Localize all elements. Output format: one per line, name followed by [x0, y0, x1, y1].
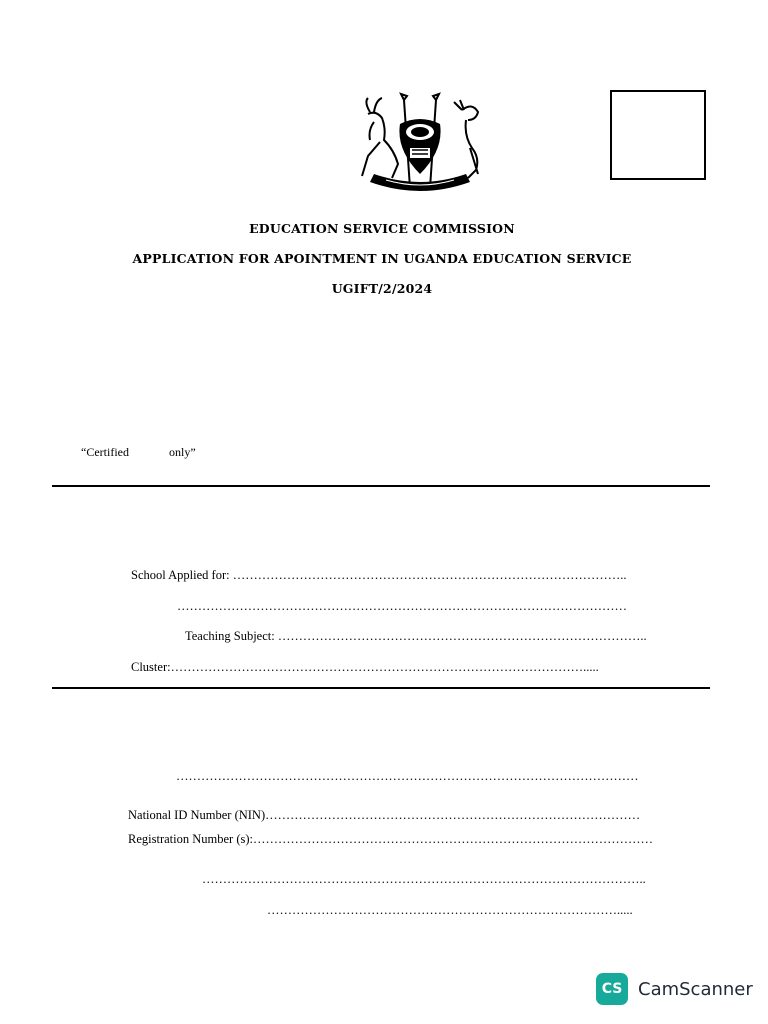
national-id-field[interactable]: National ID Number (NIN)……………………………………………………………………………… — [128, 808, 641, 822]
section-divider — [52, 687, 710, 689]
blank-field-line[interactable]: …………………………………………………………………………………………….. — [202, 872, 646, 886]
registration-number-field[interactable]: Registration Number (s):…………………………………………………………………………………… — [128, 832, 653, 846]
passport-photo-box — [610, 90, 706, 180]
blank-field-line[interactable]: ………………………………………………………………………………………………… — [176, 769, 639, 783]
teaching-subject-field[interactable]: Teaching Subject: …………………………………………………………………………….. — [185, 629, 647, 643]
certified-label: “Certified — [81, 445, 129, 459]
blank-field-line[interactable]: …………………………………………………………………………..... — [267, 903, 633, 917]
cluster-field[interactable]: Cluster:………………………………………………………………………………………..... — [131, 660, 599, 674]
application-title: APPLICATION FOR APOINTMENT IN UGANDA EDUCATION SERVICE — [132, 251, 632, 266]
school-applied-continuation[interactable]: ……………………………………………………………………………………………… — [177, 599, 627, 613]
commission-title: EDUCATION SERVICE COMMISSION — [249, 221, 515, 236]
camscanner-logo-icon: CS — [596, 973, 628, 1005]
only-label: only” — [169, 445, 196, 459]
section-divider — [52, 485, 710, 487]
coat-of-arms-icon — [330, 92, 510, 200]
camscanner-text: CamScanner — [638, 978, 753, 1000]
form-code: UGIFT/2/2024 — [331, 281, 433, 296]
school-applied-field[interactable]: School Applied for: ………………………………………………………………………………….. — [131, 568, 627, 582]
camscanner-watermark — [596, 972, 753, 1006]
